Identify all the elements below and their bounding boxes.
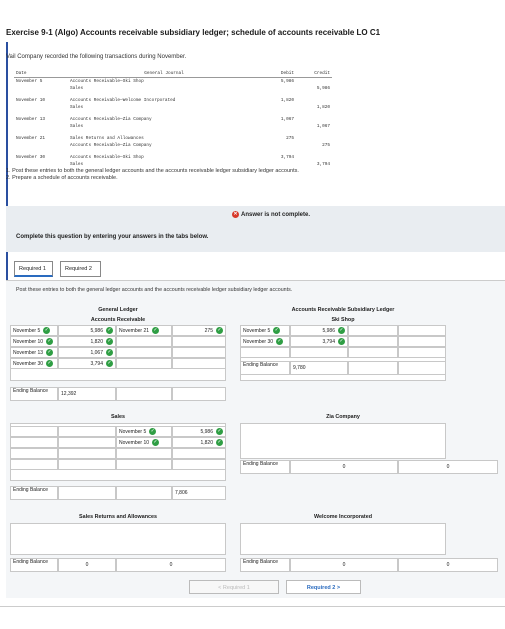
- subsidiary-ledger-title: Accounts Receivable Subsidiary Ledger: [291, 307, 395, 313]
- ski-debit-date-text: November 30: [243, 339, 274, 345]
- ar-ending-balance[interactable]: 12,392: [58, 387, 116, 401]
- journal-credit: [296, 97, 332, 104]
- ar-account-title: Accounts Receivable: [90, 317, 146, 323]
- zia-company-title: Zia Company: [326, 414, 360, 420]
- journal-debit: [260, 123, 296, 130]
- sales-debit-date[interactable]: [10, 459, 58, 470]
- check-icon: ✓: [47, 360, 52, 367]
- sales-ending-debit[interactable]: [58, 486, 116, 500]
- general-journal: [14, 70, 332, 168]
- ar-credit-amount-text: 275: [204, 328, 213, 334]
- ar-debit-amount-text: 1,820: [90, 339, 103, 345]
- sales-credit-amount[interactable]: [172, 426, 226, 437]
- ski-credit-amount[interactable]: [398, 336, 446, 347]
- sra-ending-label: Ending Balance: [10, 558, 58, 572]
- ski-credit-amount[interactable]: [398, 347, 446, 358]
- ar-debit-amount-text: 1,067: [90, 350, 103, 356]
- journal-row: [14, 154, 332, 161]
- journal-row: [14, 142, 332, 149]
- ar-debit-date-text: November 30: [13, 361, 44, 367]
- check-icon: ✓: [153, 327, 158, 334]
- ar-credit-amount[interactable]: [172, 358, 226, 369]
- journal-date: November 30: [16, 155, 45, 160]
- sales-debit-date[interactable]: [10, 426, 58, 437]
- ar-credit-date-text: November 21: [119, 328, 150, 334]
- sales-debit-amount[interactable]: [58, 459, 116, 470]
- ski-shop-title: Ski Shop: [331, 317, 355, 323]
- check-icon: ✓: [107, 338, 112, 345]
- sra-ending-debit[interactable]: 0: [58, 558, 116, 572]
- journal-date: [14, 161, 68, 168]
- sales-credit-date-text: November 10: [119, 440, 150, 446]
- next-required-button[interactable]: Required 2 >: [286, 580, 361, 594]
- journal-desc: Sales: [70, 162, 84, 167]
- sra-t-account: [10, 523, 226, 555]
- ski-debit-date[interactable]: [240, 336, 290, 347]
- journal-header-desc: General Journal: [68, 70, 260, 78]
- welcome-inc-title: Welcome Incorporated: [313, 514, 372, 520]
- ski-credit-date[interactable]: [348, 347, 398, 358]
- check-icon: ✓: [153, 439, 158, 446]
- intro-text: Vail Company recorded the following transactions during November.: [6, 54, 187, 60]
- general-ledger-title: General Ledger: [98, 307, 138, 313]
- check-icon: ✓: [339, 327, 344, 334]
- journal-credit: 1,820: [316, 105, 330, 110]
- ski-debit-date-text: November 5: [243, 328, 271, 334]
- sales-credit-amount-text: 1,820: [200, 440, 213, 446]
- ski-debit-date[interactable]: [240, 325, 290, 336]
- ski-ending-label: Ending Balance: [240, 361, 290, 375]
- check-icon: ✓: [217, 327, 222, 334]
- ski-ending-balance[interactable]: 9,780: [290, 361, 348, 375]
- ar-credit-date[interactable]: [116, 336, 172, 347]
- check-icon: ✓: [107, 349, 112, 356]
- journal-header-date: Date: [14, 70, 68, 78]
- ar-credit-date[interactable]: [116, 347, 172, 358]
- sales-credit-date[interactable]: [116, 448, 172, 459]
- sra-ending-credit[interactable]: 0: [116, 558, 226, 572]
- journal-desc: Sales: [70, 86, 84, 91]
- journal-credit: [296, 116, 332, 123]
- journal-row: [14, 104, 332, 111]
- ar-credit-date[interactable]: [116, 325, 172, 336]
- instructions: [6, 168, 299, 182]
- sales-debit-amount[interactable]: [58, 426, 116, 437]
- sales-credit-amount[interactable]: [172, 437, 226, 448]
- sales-credit-date[interactable]: [116, 459, 172, 470]
- ar-credit-date[interactable]: [116, 358, 172, 369]
- ski-ending-credit-date[interactable]: [348, 361, 398, 375]
- journal-credit: 1,067: [316, 124, 330, 129]
- journal-desc: Sales: [70, 124, 84, 129]
- post-instructions: Post these entries to both the general ledger accounts and the accounts receivable ledger subsidiary ledger accounts.: [16, 287, 293, 293]
- sales-credit-date[interactable]: [116, 426, 172, 437]
- journal-credit: [296, 135, 332, 142]
- ski-debit-amount[interactable]: [290, 347, 348, 358]
- sra-account-title: Sales Returns and Allowances: [79, 514, 157, 520]
- ar-debit-amount[interactable]: [58, 358, 116, 369]
- ar-debit-date[interactable]: [10, 347, 58, 358]
- journal-desc: Sales Returns and Allowances: [70, 136, 144, 141]
- journal-debit: 275: [286, 136, 294, 141]
- ar-debit-date-text: November 10: [13, 339, 44, 345]
- sales-credit-date-text: November 5: [119, 429, 147, 435]
- ski-credit-date[interactable]: [348, 336, 398, 347]
- journal-date: November 21: [16, 136, 45, 141]
- sales-credit-date[interactable]: [116, 437, 172, 448]
- zia-ending-credit[interactable]: 0: [398, 460, 498, 474]
- journal-debit: [260, 85, 296, 92]
- welcome-ending-debit[interactable]: 0: [290, 558, 398, 572]
- journal-date: [14, 142, 68, 149]
- ar-debit-amount-text: 5,986: [90, 328, 103, 334]
- check-icon: ✓: [217, 428, 222, 435]
- exercise-title: Exercise 9-1 (Algo) Accounts receivable subsidiary ledger; schedule of accounts receivable LO C1: [6, 28, 381, 37]
- ar-debit-date[interactable]: [10, 325, 58, 336]
- welcome-ending-label: Ending Balance: [240, 558, 290, 572]
- journal-row: [14, 78, 332, 86]
- journal-debit: 3,794: [280, 155, 294, 160]
- check-icon: ✓: [47, 349, 52, 356]
- journal-desc: Sales: [70, 105, 84, 110]
- sales-account-title: Sales: [110, 414, 126, 420]
- ski-debit-amount[interactable]: [290, 325, 348, 336]
- ski-credit-date[interactable]: [348, 325, 398, 336]
- journal-credit: 3,794: [316, 162, 330, 167]
- ski-ending-credit[interactable]: [398, 361, 446, 375]
- journal-credit: [296, 154, 332, 161]
- ar-ending-credit-date[interactable]: [116, 387, 172, 401]
- answer-status-text: Answer is not complete.: [241, 212, 311, 219]
- journal-credit: [296, 78, 332, 86]
- ar-debit-date-text: November 13: [13, 350, 44, 356]
- ar-ending-label: Ending Balance: [10, 387, 58, 401]
- check-icon: ✓: [150, 428, 155, 435]
- bottom-divider: [0, 606, 505, 607]
- journal-date: [14, 104, 68, 111]
- check-icon: ✓: [107, 360, 112, 367]
- welcome-t-account: [240, 523, 446, 555]
- ski-debit-amount-text: 5,986: [322, 328, 335, 334]
- check-icon: ✓: [339, 338, 344, 345]
- journal-row: [14, 85, 332, 92]
- sales-credit-amount[interactable]: [172, 448, 226, 459]
- sales-ending-date[interactable]: [116, 486, 172, 500]
- welcome-ending-credit[interactable]: 0: [398, 558, 498, 572]
- journal-row: [14, 123, 332, 130]
- instruction-1: 1. Post these entries to both the general ledger accounts and the accounts receivable ledger subsidiary ledger accounts.: [6, 168, 299, 174]
- tab-required-2[interactable]: Required 2: [60, 261, 101, 277]
- ar-debit-date[interactable]: [10, 336, 58, 347]
- ski-debit-amount[interactable]: [290, 336, 348, 347]
- ar-ending-credit[interactable]: [172, 387, 226, 401]
- journal-debit: 1,067: [280, 117, 294, 122]
- sales-ending-balance[interactable]: 7,806: [172, 486, 226, 500]
- journal-date: November 13: [16, 117, 45, 122]
- journal-row: [14, 97, 332, 104]
- journal-header-debit: Debit: [260, 70, 296, 78]
- ar-debit-amount[interactable]: [58, 325, 116, 336]
- journal-debit: 5,986: [280, 79, 294, 84]
- journal-desc: Accounts Receivable—Ski Shop: [70, 155, 144, 160]
- journal-debit: [260, 142, 296, 149]
- ar-debit-amount[interactable]: [58, 347, 116, 358]
- journal-desc: Accounts Receivable—Zia Company: [70, 117, 152, 122]
- check-icon: ✓: [107, 327, 112, 334]
- zia-ending-debit[interactable]: 0: [290, 460, 398, 474]
- sales-debit-date[interactable]: [10, 437, 58, 448]
- ski-credit-amount[interactable]: [398, 325, 446, 336]
- journal-row: [14, 161, 332, 168]
- journal-date: [14, 123, 68, 130]
- ar-debit-date[interactable]: [10, 358, 58, 369]
- check-icon: ✓: [44, 327, 49, 334]
- journal-desc: Accounts Receivable—Ski Shop: [70, 79, 144, 84]
- sales-debit-amount[interactable]: [58, 448, 116, 459]
- check-icon: ✓: [277, 338, 282, 345]
- ar-credit-amount[interactable]: [172, 336, 226, 347]
- journal-debit: [260, 104, 296, 111]
- sales-credit-amount[interactable]: [172, 459, 226, 470]
- ar-debit-amount-text: 3,794: [90, 361, 103, 367]
- answer-status: [232, 211, 310, 218]
- check-icon: ✓: [217, 439, 222, 446]
- journal-row: [14, 116, 332, 123]
- journal-desc: Accounts Receivable—Zia Company: [70, 143, 152, 148]
- journal-date: [14, 85, 68, 92]
- ar-credit-amount[interactable]: [172, 325, 226, 336]
- sales-ending-label: Ending Balance: [10, 486, 58, 500]
- ar-credit-amount[interactable]: [172, 347, 226, 358]
- journal-date: November 5: [16, 79, 43, 84]
- sales-credit-amount-text: 5,986: [200, 429, 213, 435]
- journal-credit: 5,986: [316, 86, 330, 91]
- journal-date: November 10: [16, 98, 45, 103]
- instruction-2: 2. Prepare a schedule of accounts receivable.: [6, 175, 118, 181]
- ski-debit-date[interactable]: [240, 347, 290, 358]
- sales-debit-date[interactable]: [10, 448, 58, 459]
- tab-prompt: Complete this question by entering your answers in the tabs below.: [16, 234, 209, 240]
- journal-row: [14, 135, 332, 142]
- ar-debit-date-text: November 5: [13, 328, 41, 334]
- check-icon: ✓: [274, 327, 279, 334]
- journal-credit: 275: [322, 143, 330, 148]
- check-icon: ✓: [47, 338, 52, 345]
- ar-debit-amount[interactable]: [58, 336, 116, 347]
- ski-debit-amount-text: 3,794: [322, 339, 335, 345]
- journal-desc: Accounts Receivable—Welcome Incorporated: [70, 98, 176, 103]
- x-circle-icon: ✕: [233, 211, 238, 217]
- zia-ending-label: Ending Balance: [240, 460, 290, 474]
- tab-required-1[interactable]: Required 1: [14, 261, 53, 277]
- sales-debit-amount[interactable]: [58, 437, 116, 448]
- journal-debit: 1,820: [280, 98, 294, 103]
- zia-t-account: [240, 423, 446, 459]
- journal-debit: [260, 161, 296, 168]
- journal-header-credit: Credit: [296, 70, 332, 78]
- prev-required-button[interactable]: < Required 1: [189, 580, 279, 594]
